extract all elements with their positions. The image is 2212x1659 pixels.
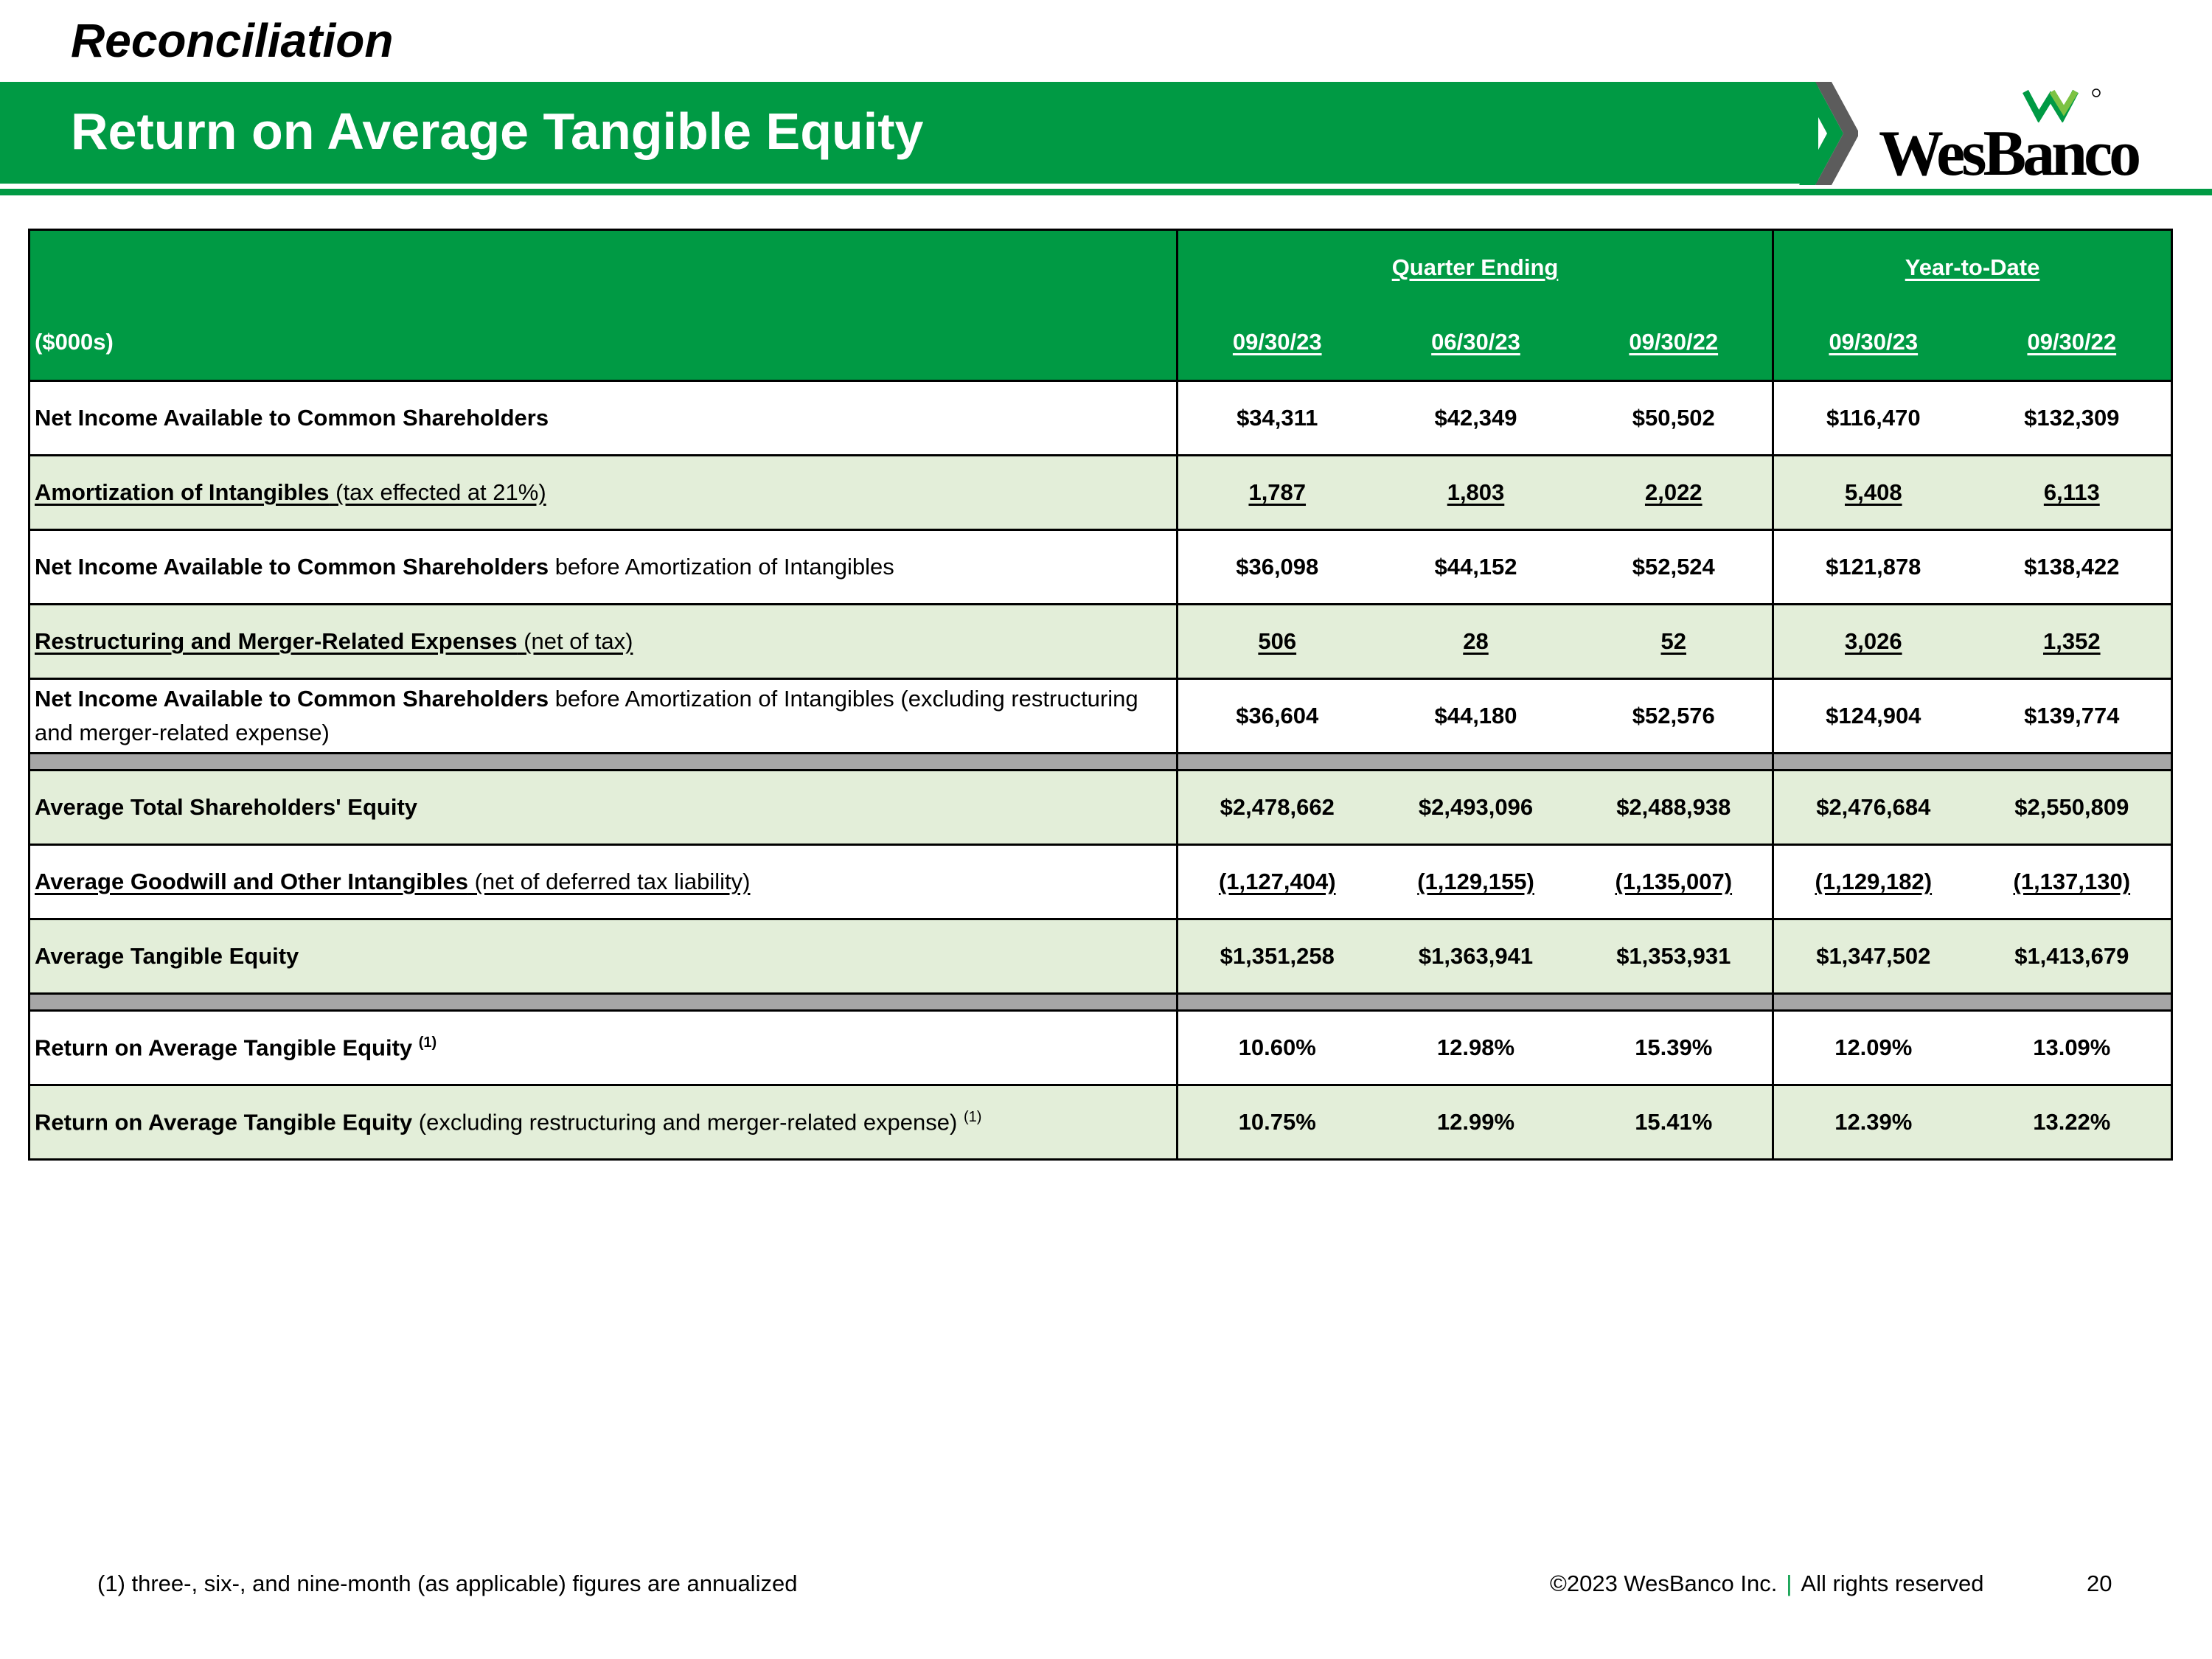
table-row bbox=[29, 530, 2172, 605]
table-header-columns bbox=[29, 305, 2172, 381]
page-number: 20 bbox=[2087, 1571, 2112, 1596]
value-cell: 10.75% bbox=[1178, 1085, 1377, 1160]
value-cell: 10.60% bbox=[1178, 1011, 1377, 1085]
value-cell: $116,470 bbox=[1773, 381, 1973, 456]
value-cell: (1,135,007) bbox=[1576, 845, 1773, 919]
group-header-ytd: Year-to-Date bbox=[1773, 230, 2172, 305]
value-cell: 6,113 bbox=[1973, 456, 2172, 530]
value-cell: $36,604 bbox=[1178, 679, 1377, 754]
value-cell: 1,352 bbox=[1973, 605, 2172, 679]
value-cell: $1,353,931 bbox=[1576, 919, 1773, 994]
row-label: Net Income Available to Common Shareholders before Amortization of Intangibles bbox=[29, 530, 1178, 605]
column-header: 09/30/22 bbox=[1973, 305, 2172, 381]
value-cell: $34,311 bbox=[1178, 381, 1377, 456]
copyright bbox=[1550, 1571, 1984, 1597]
value-cell: 1,787 bbox=[1178, 456, 1377, 530]
table-row bbox=[29, 456, 2172, 530]
value-cell: 1,803 bbox=[1377, 456, 1576, 530]
table-row bbox=[29, 919, 2172, 994]
wesbanco-logo bbox=[1879, 87, 2138, 189]
table-row bbox=[29, 1085, 2172, 1160]
row-label: Amortization of Intangibles (tax effected at 21%) bbox=[29, 456, 1178, 530]
page-title: Return on Average Tangible Equity bbox=[71, 102, 924, 160]
value-cell: $138,422 bbox=[1973, 530, 2172, 605]
value-cell: 5,408 bbox=[1773, 456, 1973, 530]
value-cell: 28 bbox=[1377, 605, 1576, 679]
units-label: ($000s) bbox=[29, 305, 1178, 381]
table-row bbox=[29, 605, 2172, 679]
row-label: Net Income Available to Common Shareholders before Amortization of Intangibles (excluding restructuring and merger-related expense) bbox=[29, 679, 1178, 754]
value-cell: $52,576 bbox=[1576, 679, 1773, 754]
value-cell: (1,127,404) bbox=[1178, 845, 1377, 919]
value-cell: $139,774 bbox=[1973, 679, 2172, 754]
value-cell: $1,347,502 bbox=[1773, 919, 1973, 994]
value-cell: $1,363,941 bbox=[1377, 919, 1576, 994]
section-title: Reconciliation bbox=[71, 14, 394, 67]
value-cell: 12.39% bbox=[1773, 1085, 1973, 1160]
row-label: Return on Average Tangible Equity $^{(1)}$ bbox=[29, 1011, 1178, 1085]
row-label: Net Income Available to Common Shareholders bbox=[29, 381, 1178, 456]
rights-text: All rights reserved bbox=[1801, 1571, 1984, 1596]
reconciliation-table bbox=[28, 229, 2173, 1161]
row-label: Restructuring and Merger-Related Expenses (net of tax) bbox=[29, 605, 1178, 679]
column-header: 09/30/23 bbox=[1773, 305, 1973, 381]
value-cell: $2,493,096 bbox=[1377, 771, 1576, 845]
value-cell: 12.09% bbox=[1773, 1011, 1973, 1085]
value-cell: 15.41% bbox=[1576, 1085, 1773, 1160]
value-cell: 13.09% bbox=[1973, 1011, 2172, 1085]
value-cell: 15.39% bbox=[1576, 1011, 1773, 1085]
value-cell: 12.99% bbox=[1377, 1085, 1576, 1160]
value-cell: 2,022 bbox=[1576, 456, 1773, 530]
value-cell: $124,904 bbox=[1773, 679, 1973, 754]
copyright-text: ©2023 WesBanco Inc. bbox=[1550, 1571, 1778, 1596]
footer-divider: | bbox=[1786, 1571, 1792, 1596]
value-cell: $42,349 bbox=[1377, 381, 1576, 456]
table-row bbox=[29, 679, 2172, 754]
value-cell: $44,152 bbox=[1377, 530, 1576, 605]
value-cell: $36,098 bbox=[1178, 530, 1377, 605]
row-label: Average Total Shareholders' Equity bbox=[29, 771, 1178, 845]
row-label: Average Tangible Equity bbox=[29, 919, 1178, 994]
value-cell: $52,524 bbox=[1576, 530, 1773, 605]
table-header-groups bbox=[29, 230, 2172, 305]
row-label: Average Goodwill and Other Intangibles (net of deferred tax liability) bbox=[29, 845, 1178, 919]
value-cell: 52 bbox=[1576, 605, 1773, 679]
logo-text: WesBanco bbox=[1879, 118, 2138, 189]
chevron-decoration-icon bbox=[1799, 80, 1858, 187]
separator-row bbox=[29, 994, 2172, 1011]
value-cell: $2,488,938 bbox=[1576, 771, 1773, 845]
table-row bbox=[29, 845, 2172, 919]
table-row bbox=[29, 771, 2172, 845]
separator-row bbox=[29, 754, 2172, 771]
header-blank-cell bbox=[29, 230, 1178, 305]
footnote-marker: (1) bbox=[963, 1108, 982, 1125]
value-cell: $1,351,258 bbox=[1178, 919, 1377, 994]
footnote: (1) three-, six-, and nine-month (as applicable) figures are annualized bbox=[97, 1571, 798, 1596]
value-cell: (1,129,155) bbox=[1377, 845, 1576, 919]
value-cell: $44,180 bbox=[1377, 679, 1576, 754]
column-header: 09/30/23 bbox=[1178, 305, 1377, 381]
row-label: Return on Average Tangible Equity (excluding restructuring and merger-related expense) $^{(1)}$ bbox=[29, 1085, 1178, 1160]
value-cell: (1,137,130) bbox=[1973, 845, 2172, 919]
column-header: 09/30/22 bbox=[1576, 305, 1773, 381]
column-header: 06/30/23 bbox=[1377, 305, 1576, 381]
value-cell: 3,026 bbox=[1773, 605, 1973, 679]
value-cell: $2,550,809 bbox=[1973, 771, 2172, 845]
value-cell: $1,413,679 bbox=[1973, 919, 2172, 994]
value-cell: (1,129,182) bbox=[1773, 845, 1973, 919]
value-cell: $121,878 bbox=[1773, 530, 1973, 605]
value-cell: 12.98% bbox=[1377, 1011, 1576, 1085]
table-row bbox=[29, 381, 2172, 456]
value-cell: 13.22% bbox=[1973, 1085, 2172, 1160]
value-cell: $50,502 bbox=[1576, 381, 1773, 456]
value-cell: 506 bbox=[1178, 605, 1377, 679]
group-header-quarter: Quarter Ending bbox=[1178, 230, 1773, 305]
value-cell: $132,309 bbox=[1973, 381, 2172, 456]
value-cell: $2,478,662 bbox=[1178, 771, 1377, 845]
value-cell: $2,476,684 bbox=[1773, 771, 1973, 845]
table-row bbox=[29, 1011, 2172, 1085]
footnote-marker: (1) bbox=[418, 1034, 437, 1051]
